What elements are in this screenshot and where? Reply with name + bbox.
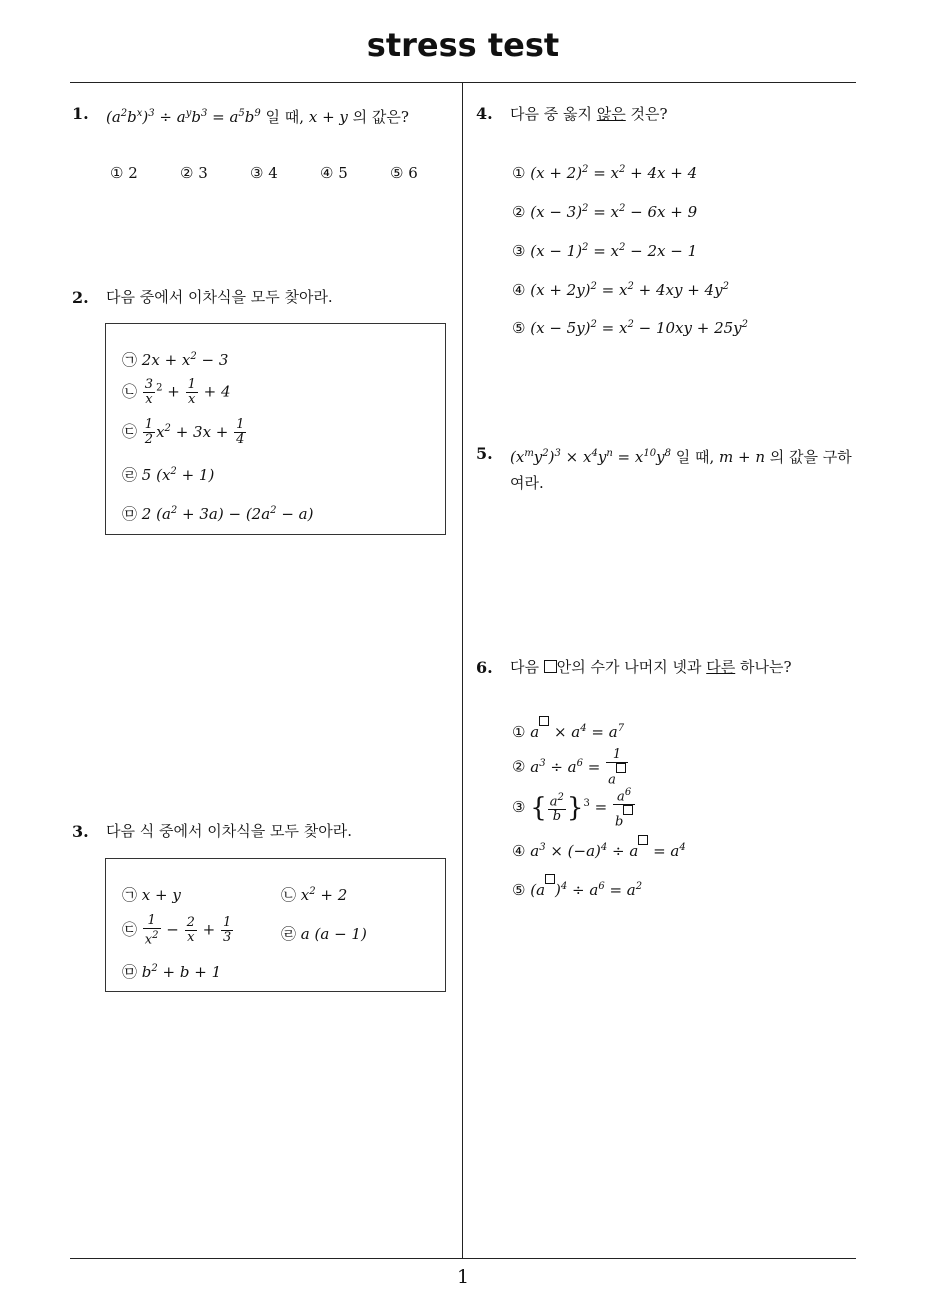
choice-4[interactable]: ④ $(x + 2y)^2 = x^2 + 4xy + 4y^2$ xyxy=(512,281,729,299)
expression-item: ㉤ $b^2 + b + 1$ xyxy=(122,963,222,981)
question-text: 다음 식 중에서 이차식을 모두 찾아라. xyxy=(106,822,352,840)
question-text: 다음 중 옳지 않은 것은? xyxy=(510,105,668,123)
expression-item: ㉠ x + y xyxy=(122,886,181,904)
expression-item: ㉡ $\frac{3}{x}$ $^2$ + $\frac{1}{x}$ + 4 xyxy=(122,377,231,407)
question-number: 4. xyxy=(476,104,493,123)
question-text: $(x^my^2)^3 \times x^4y^n = x^{10}y^8$ 일 때, m + n 의 값을 구하 여라. xyxy=(510,448,852,492)
choice-1[interactable]: ① $(x + 2)^2 = x^2 + 4x + 4$ xyxy=(512,164,698,182)
choice-2[interactable]: ② 3 xyxy=(180,164,208,182)
column-divider xyxy=(462,83,463,1259)
choice-5[interactable]: ⑤ $(x - 5y)^2 = x^2 - 10xy + 25y^2$ xyxy=(512,319,749,337)
expression-item: ㉣ 5 $(x^2 + 1)$ xyxy=(122,466,215,484)
choice-2[interactable]: ② $(x - 3)^2 = x^2 - 6x + 9$ xyxy=(512,203,698,221)
question-number: 6. xyxy=(476,658,493,677)
blank-box-icon xyxy=(544,660,557,673)
question-number: 2. xyxy=(72,288,89,307)
choice-1[interactable]: ① 2 xyxy=(110,164,138,182)
choice-4[interactable]: ④ $a^3 \times (-a)^4 \div a = a^4$ xyxy=(512,835,686,860)
choice-2[interactable]: ② $a^3 \div a^6$ = $\frac{1}{a}$ xyxy=(512,748,629,787)
expression-item: ㉢ $\frac{1}{2}$ $x^2 + 3x$ + $\frac{1}{4}$ xyxy=(122,417,245,447)
choice-4[interactable]: ④ 5 xyxy=(320,164,348,182)
question-number: 5. xyxy=(476,444,493,463)
expression-item: ㉣ a (a − 1) xyxy=(281,925,367,943)
expression-item: ㉤ 2 $(a^2 + 3a) - (2a^2 - a)$ xyxy=(122,505,314,523)
page-number: 1 xyxy=(456,1266,470,1288)
choice-5[interactable]: ⑤ 6 xyxy=(390,164,418,182)
question-text: 다음 안의 수가 나머지 넷과 다른 하나는? xyxy=(510,658,792,676)
choice-5[interactable]: ⑤ (a )$^4 \div a^6 = a^2$ xyxy=(512,874,642,899)
page-title: stress test xyxy=(366,26,560,64)
expression-item: ㉠ $2x + x^2 - 3$ xyxy=(122,351,229,369)
question-number: 1. xyxy=(72,104,89,123)
top-rule xyxy=(70,82,856,83)
expression-item: ㉢ $\frac{1}{x^2}$ − $\frac{2}{x}$ + $\frac{1}{3}$ xyxy=(122,913,232,948)
choice-3[interactable]: ③ $(x - 1)^2 = x^2 - 2x - 1$ xyxy=(512,242,698,260)
question-text: $(a^2b^x)^3 \div a^yb^3 = a^5b^9$ 일 때, x + y 의 값은? xyxy=(106,108,409,126)
choices xyxy=(110,164,460,182)
question-text: 다음 중에서 이차식을 모두 찾아라. xyxy=(106,288,333,306)
question-number: 3. xyxy=(72,822,89,841)
choice-3[interactable]: ③ { $\frac{a^2}{b}$ }$^3$ = $\frac{a^6}{b}$ xyxy=(512,786,636,830)
choice-1[interactable]: ① $a \times a^4 = a^7$ xyxy=(512,716,624,741)
bottom-rule xyxy=(70,1258,856,1259)
expression-item: ㉡ $x^2 + 2$ xyxy=(281,886,348,904)
choice-3[interactable]: ③ 4 xyxy=(250,164,278,182)
